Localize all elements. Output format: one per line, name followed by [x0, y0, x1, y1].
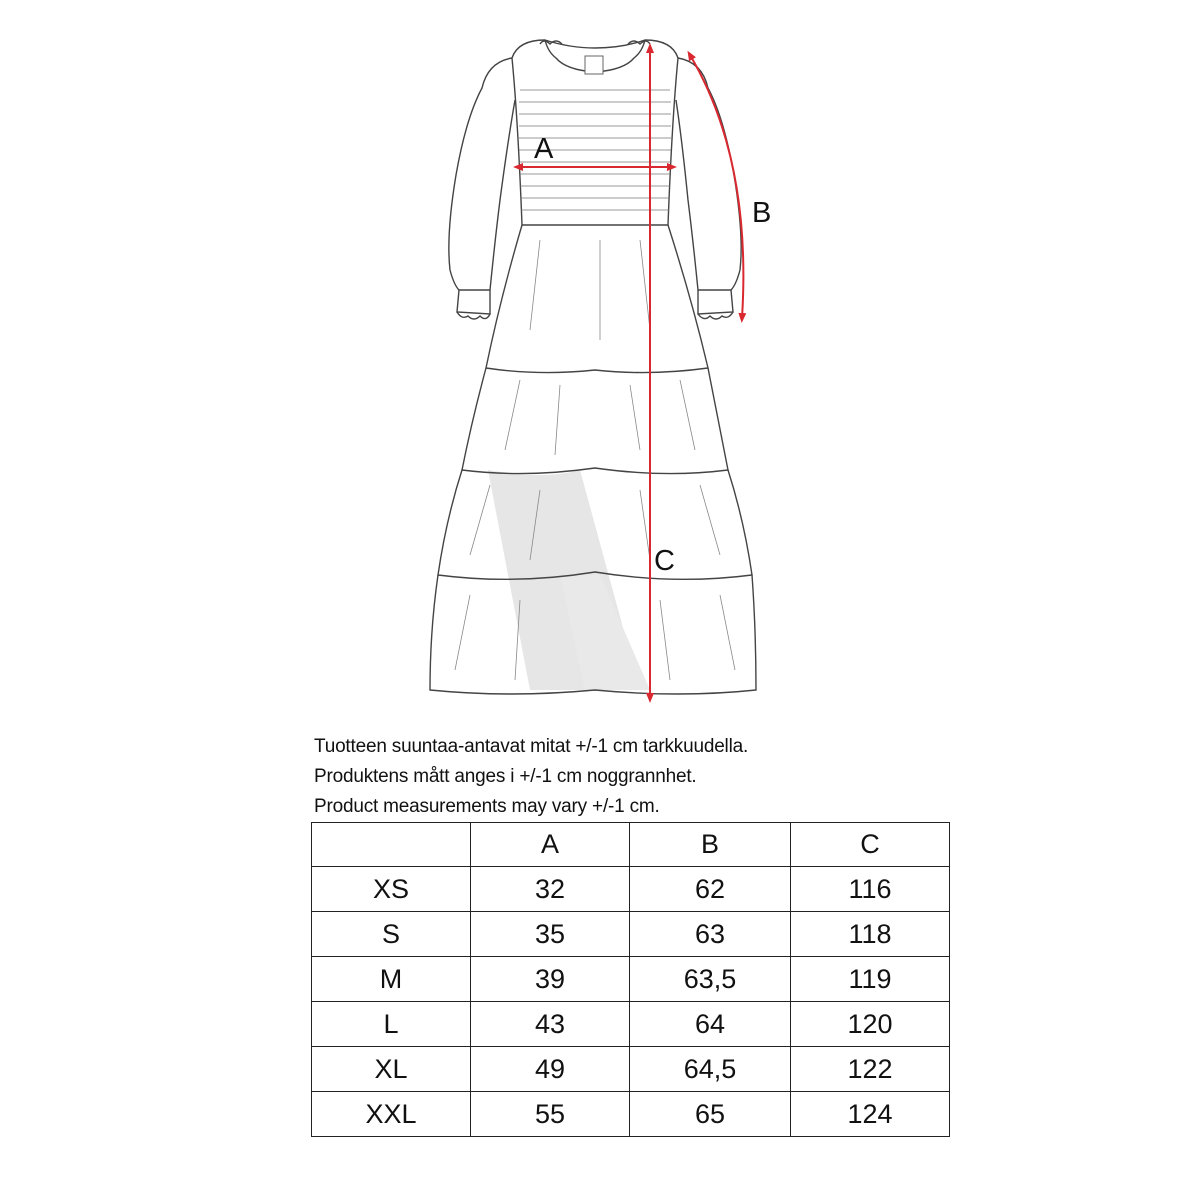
note-fi: Tuotteen suuntaa-antavat mitat +/-1 cm tarkkuudella. — [314, 736, 749, 757]
value-cell: 64 — [630, 1002, 791, 1047]
value-cell: 43 — [471, 1002, 630, 1047]
size-cell: XS — [312, 867, 471, 912]
value-cell: 116 — [791, 867, 950, 912]
value-cell: 65 — [630, 1092, 791, 1137]
value-cell: 32 — [471, 867, 630, 912]
size-table — [311, 822, 950, 1137]
value-cell: 124 — [791, 1092, 950, 1137]
value-cell: 55 — [471, 1092, 630, 1137]
table-row — [312, 912, 950, 957]
value-cell: 63,5 — [630, 957, 791, 1002]
value-cell: 64,5 — [630, 1047, 791, 1092]
table-row — [312, 1092, 950, 1137]
label-b: B — [752, 197, 772, 229]
table-header-row — [312, 823, 950, 867]
size-cell: L — [312, 1002, 471, 1047]
dress-outline — [430, 40, 756, 694]
header-cell: C — [791, 823, 950, 867]
size-cell: XXL — [312, 1092, 471, 1137]
size-cell: S — [312, 912, 471, 957]
label-c: C — [654, 545, 675, 577]
measurement-notes — [314, 732, 748, 822]
value-cell: 122 — [791, 1047, 950, 1092]
skirt-tier-1 — [486, 225, 708, 373]
value-cell: 119 — [791, 957, 950, 1002]
value-cell: 39 — [471, 957, 630, 1002]
skirt-tier-2 — [462, 368, 728, 474]
header-cell — [312, 823, 471, 867]
table-row — [312, 957, 950, 1002]
table-row — [312, 867, 950, 912]
value-cell: 120 — [791, 1002, 950, 1047]
table-row — [312, 1002, 950, 1047]
value-cell: 49 — [471, 1047, 630, 1092]
value-cell: 35 — [471, 912, 630, 957]
brand-tag — [585, 56, 603, 74]
header-cell: B — [630, 823, 791, 867]
table-row — [312, 1047, 950, 1092]
value-cell: 62 — [630, 867, 791, 912]
note-en: Product measurements may vary +/-1 cm. — [314, 796, 660, 817]
value-cell: 63 — [630, 912, 791, 957]
left-sleeve — [449, 58, 515, 290]
size-cell: M — [312, 957, 471, 1002]
label-a: A — [534, 133, 554, 165]
note-sv: Produktens mått anges i +/-1 cm noggrannhet. — [314, 766, 697, 787]
size-cell: XL — [312, 1047, 471, 1092]
header-cell: A — [471, 823, 630, 867]
value-cell: 118 — [791, 912, 950, 957]
